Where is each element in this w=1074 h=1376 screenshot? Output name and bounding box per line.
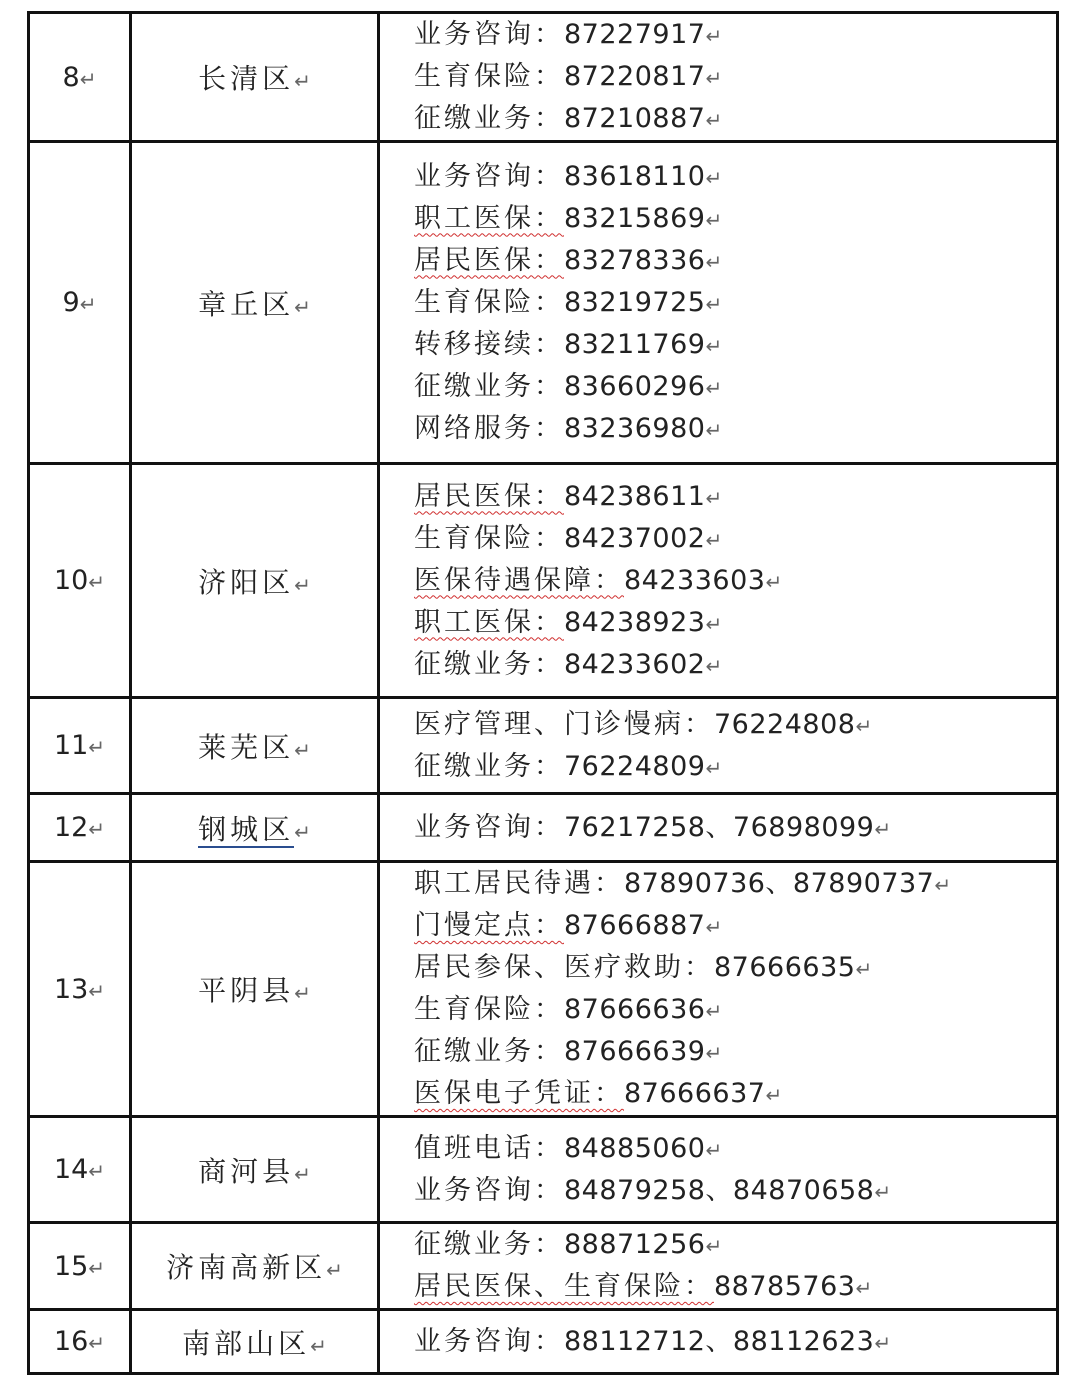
service-label: 业务咨询： — [414, 1174, 564, 1206]
paragraph-mark-icon: ↵ — [294, 1161, 311, 1186]
paragraph-mark-icon: ↵ — [705, 485, 723, 510]
service-label: 业务咨询： — [414, 19, 564, 50]
table-row — [29, 1117, 1058, 1223]
contact-line — [414, 905, 1056, 947]
paragraph-mark-icon: ↵ — [79, 292, 97, 316]
district-name — [131, 1310, 379, 1374]
service-label: 医保电子凭证： — [414, 1078, 624, 1109]
district-name — [131, 1223, 379, 1310]
table-row — [29, 1310, 1058, 1374]
contact-info — [379, 794, 1058, 862]
row-number — [29, 142, 131, 464]
paragraph-mark-icon: ↵ — [294, 572, 311, 597]
contact-line — [414, 56, 1056, 98]
phone-number: 87666636 — [564, 994, 706, 1025]
row-number — [29, 794, 131, 862]
phone-number: 83211769 — [564, 328, 706, 360]
row-number-text: 10 — [53, 565, 89, 596]
contact-line — [414, 408, 1056, 450]
phone-number: 84238923 — [564, 606, 706, 638]
phone-number: 84233602 — [564, 648, 706, 680]
paragraph-mark-icon: ↵ — [88, 817, 106, 841]
paragraph-mark-icon: ↵ — [705, 165, 723, 190]
phone-number: 83660296 — [564, 370, 706, 402]
contact-line — [414, 282, 1056, 324]
paragraph-mark-icon: ↵ — [294, 737, 311, 762]
row-number — [29, 1117, 131, 1223]
service-label: 居民医保、生育保险： — [414, 1271, 714, 1302]
paragraph-mark-icon: ↵ — [765, 569, 783, 594]
row-number-text: 13 — [53, 973, 89, 1005]
paragraph-mark-icon: ↵ — [88, 1331, 106, 1355]
row-number — [29, 862, 131, 1117]
phone-number: 87220817 — [564, 61, 706, 92]
district-name — [131, 794, 379, 862]
paragraph-mark-icon: ↵ — [855, 1276, 873, 1300]
contact-info — [379, 698, 1058, 794]
paragraph-mark-icon: ↵ — [88, 1159, 106, 1183]
district-name — [131, 13, 379, 142]
phone-number: 84233603 — [624, 564, 766, 596]
row-number-text: 14 — [53, 1154, 89, 1185]
paragraph-mark-icon: ↵ — [855, 713, 873, 738]
paragraph-mark-icon: ↵ — [874, 816, 892, 841]
district-name-text: 商河县 — [198, 1154, 295, 1188]
service-label: 生育保险： — [414, 522, 564, 554]
phone-number: 88785763 — [714, 1271, 856, 1302]
paragraph-mark-icon: ↵ — [88, 735, 106, 759]
phone-number: 83278336 — [564, 244, 706, 276]
contact-line — [414, 1128, 1056, 1170]
district-name — [131, 698, 379, 794]
contact-line — [414, 746, 1056, 788]
district-name-text: 济阳区 — [198, 565, 295, 599]
phone-number: 76217258、76898099 — [564, 811, 875, 843]
contact-line — [414, 1224, 1056, 1266]
service-label: 职工医保： — [414, 202, 564, 234]
row-number — [29, 13, 131, 142]
table-row — [29, 862, 1058, 1117]
paragraph-mark-icon: ↵ — [705, 1137, 723, 1162]
paragraph-mark-icon: ↵ — [765, 1083, 783, 1107]
phone-number: 84879258、84870658 — [564, 1174, 875, 1206]
contact-line — [414, 989, 1056, 1031]
paragraph-mark-icon: ↵ — [705, 999, 723, 1023]
phone-number: 87666887 — [564, 910, 706, 941]
phone-number: 83215869 — [564, 202, 706, 234]
table-row — [29, 464, 1058, 698]
contact-line — [414, 156, 1056, 198]
contact-line — [414, 324, 1056, 366]
paragraph-mark-icon: ↵ — [705, 291, 723, 316]
contact-line — [414, 1031, 1056, 1073]
row-number-text: 15 — [53, 1250, 89, 1282]
contact-line — [414, 704, 1056, 746]
paragraph-mark-icon: ↵ — [294, 69, 311, 93]
service-label: 业务咨询： — [414, 1325, 564, 1357]
contact-line — [414, 807, 1056, 849]
contact-line — [414, 1170, 1056, 1212]
contact-line — [414, 476, 1056, 518]
contact-line — [414, 560, 1056, 602]
service-label: 业务咨询： — [414, 160, 564, 192]
phone-number: 76224808 — [714, 708, 856, 740]
table-row — [29, 698, 1058, 794]
phone-number: 87227917 — [564, 19, 706, 50]
paragraph-mark-icon: ↵ — [705, 611, 723, 636]
service-label: 生育保险： — [414, 286, 564, 318]
paragraph-mark-icon: ↵ — [294, 294, 311, 319]
paragraph-mark-icon: ↵ — [88, 978, 106, 1003]
paragraph-mark-icon: ↵ — [705, 207, 723, 232]
district-name — [131, 1117, 379, 1223]
service-label: 职工医保： — [414, 606, 564, 638]
contact-line — [414, 644, 1056, 686]
paragraph-mark-icon: ↵ — [88, 1255, 106, 1280]
contact-line — [414, 1321, 1056, 1363]
phone-number: 84885060 — [564, 1132, 706, 1164]
paragraph-mark-icon: ↵ — [326, 1258, 343, 1282]
paragraph-mark-icon: ↵ — [705, 915, 723, 939]
service-label: 门慢定点： — [414, 910, 564, 941]
table-row — [29, 794, 1058, 862]
phone-number: 88112712、88112623 — [564, 1325, 875, 1357]
paragraph-mark-icon: ↵ — [705, 24, 723, 48]
phone-number: 83236980 — [564, 412, 706, 444]
paragraph-mark-icon: ↵ — [705, 755, 723, 780]
row-number — [29, 1310, 131, 1374]
district-name-text: 章丘区 — [198, 287, 295, 321]
service-label: 生育保险： — [414, 61, 564, 92]
service-label: 征缴业务： — [414, 1229, 564, 1260]
paragraph-mark-icon: ↵ — [934, 873, 952, 897]
paragraph-mark-icon: ↵ — [705, 1041, 723, 1065]
row-number — [29, 464, 131, 698]
service-label: 征缴业务： — [414, 103, 564, 134]
contact-line — [414, 98, 1056, 140]
phone-number: 88871256 — [564, 1229, 706, 1260]
contact-line — [414, 947, 1056, 989]
contact-info — [379, 13, 1058, 142]
paragraph-mark-icon: ↵ — [705, 66, 723, 90]
table-body — [29, 13, 1058, 1374]
row-number-text: 8 — [62, 61, 80, 93]
contact-line — [414, 366, 1056, 408]
contact-info — [379, 142, 1058, 464]
phone-number: 84238611 — [564, 480, 706, 512]
paragraph-mark-icon: ↵ — [705, 333, 723, 358]
contact-info — [379, 1117, 1058, 1223]
service-label: 医疗管理、门诊慢病： — [414, 708, 714, 740]
contact-info — [379, 1223, 1058, 1310]
contact-info — [379, 1310, 1058, 1374]
district-name-text: 济南高新区 — [166, 1251, 327, 1284]
paragraph-mark-icon: ↵ — [855, 957, 873, 981]
row-number-text: 11 — [53, 730, 89, 761]
paragraph-mark-icon: ↵ — [705, 375, 723, 400]
district-name-text: 南部山区 — [182, 1326, 311, 1360]
phone-number: 87666637 — [624, 1078, 766, 1109]
paragraph-mark-icon: ↵ — [874, 1330, 892, 1355]
district-name-text: 长清区 — [198, 62, 295, 95]
service-label: 值班电话： — [414, 1132, 564, 1164]
service-label: 生育保险： — [414, 994, 564, 1025]
paragraph-mark-icon: ↵ — [294, 819, 311, 844]
table-row — [29, 142, 1058, 464]
phone-number: 84237002 — [564, 522, 706, 554]
service-label: 职工居民待遇： — [414, 868, 624, 899]
contact-line — [414, 518, 1056, 560]
row-number — [29, 698, 131, 794]
table-row — [29, 13, 1058, 142]
row-number-text: 9 — [62, 287, 80, 318]
service-label: 征缴业务： — [414, 370, 564, 402]
contact-line — [414, 14, 1056, 56]
contact-line — [414, 602, 1056, 644]
service-label: 征缴业务： — [414, 750, 564, 782]
district-name — [131, 862, 379, 1117]
paragraph-mark-icon: ↵ — [88, 570, 106, 594]
district-name-text: 钢城区 — [198, 812, 295, 846]
paragraph-mark-icon: ↵ — [705, 108, 723, 132]
paragraph-mark-icon: ↵ — [79, 66, 97, 91]
service-label: 转移接续： — [414, 328, 564, 360]
service-label: 征缴业务： — [414, 648, 564, 680]
service-label: 业务咨询： — [414, 811, 564, 843]
district-name — [131, 464, 379, 698]
contact-line — [414, 1266, 1056, 1308]
district-name-text: 平阴县 — [198, 974, 295, 1007]
paragraph-mark-icon: ↵ — [705, 249, 723, 274]
row-number-text: 12 — [53, 812, 89, 843]
phone-number: 76224809 — [564, 750, 706, 782]
district-name-text: 莱芜区 — [198, 730, 295, 764]
phone-number: 83618110 — [564, 160, 706, 192]
paragraph-mark-icon: ↵ — [294, 981, 311, 1005]
phone-number: 83219725 — [564, 286, 706, 318]
row-number-text: 16 — [53, 1326, 89, 1357]
contact-table — [27, 11, 1059, 1375]
phone-number: 87890736、87890737 — [624, 868, 935, 899]
phone-number: 87666639 — [564, 1036, 706, 1067]
contact-line — [414, 1073, 1056, 1115]
service-label: 征缴业务： — [414, 1036, 564, 1067]
table-row — [29, 1223, 1058, 1310]
contact-line — [414, 198, 1056, 240]
service-label: 网络服务： — [414, 412, 564, 444]
paragraph-mark-icon: ↵ — [310, 1333, 327, 1358]
district-name — [131, 142, 379, 464]
contact-info — [379, 464, 1058, 698]
paragraph-mark-icon: ↵ — [705, 527, 723, 552]
phone-number: 87210887 — [564, 103, 706, 134]
contact-line — [414, 863, 1056, 905]
paragraph-mark-icon: ↵ — [705, 1234, 723, 1258]
paragraph-mark-icon: ↵ — [705, 417, 723, 442]
phone-number: 87666635 — [714, 952, 856, 983]
service-label: 居民参保、医疗救助： — [414, 952, 714, 983]
row-number — [29, 1223, 131, 1310]
contact-line — [414, 240, 1056, 282]
service-label: 医保待遇保障： — [414, 564, 624, 596]
paragraph-mark-icon: ↵ — [874, 1179, 892, 1204]
contact-info — [379, 862, 1058, 1117]
paragraph-mark-icon: ↵ — [705, 653, 723, 678]
service-label: 居民医保： — [414, 480, 564, 512]
service-label: 居民医保： — [414, 244, 564, 276]
